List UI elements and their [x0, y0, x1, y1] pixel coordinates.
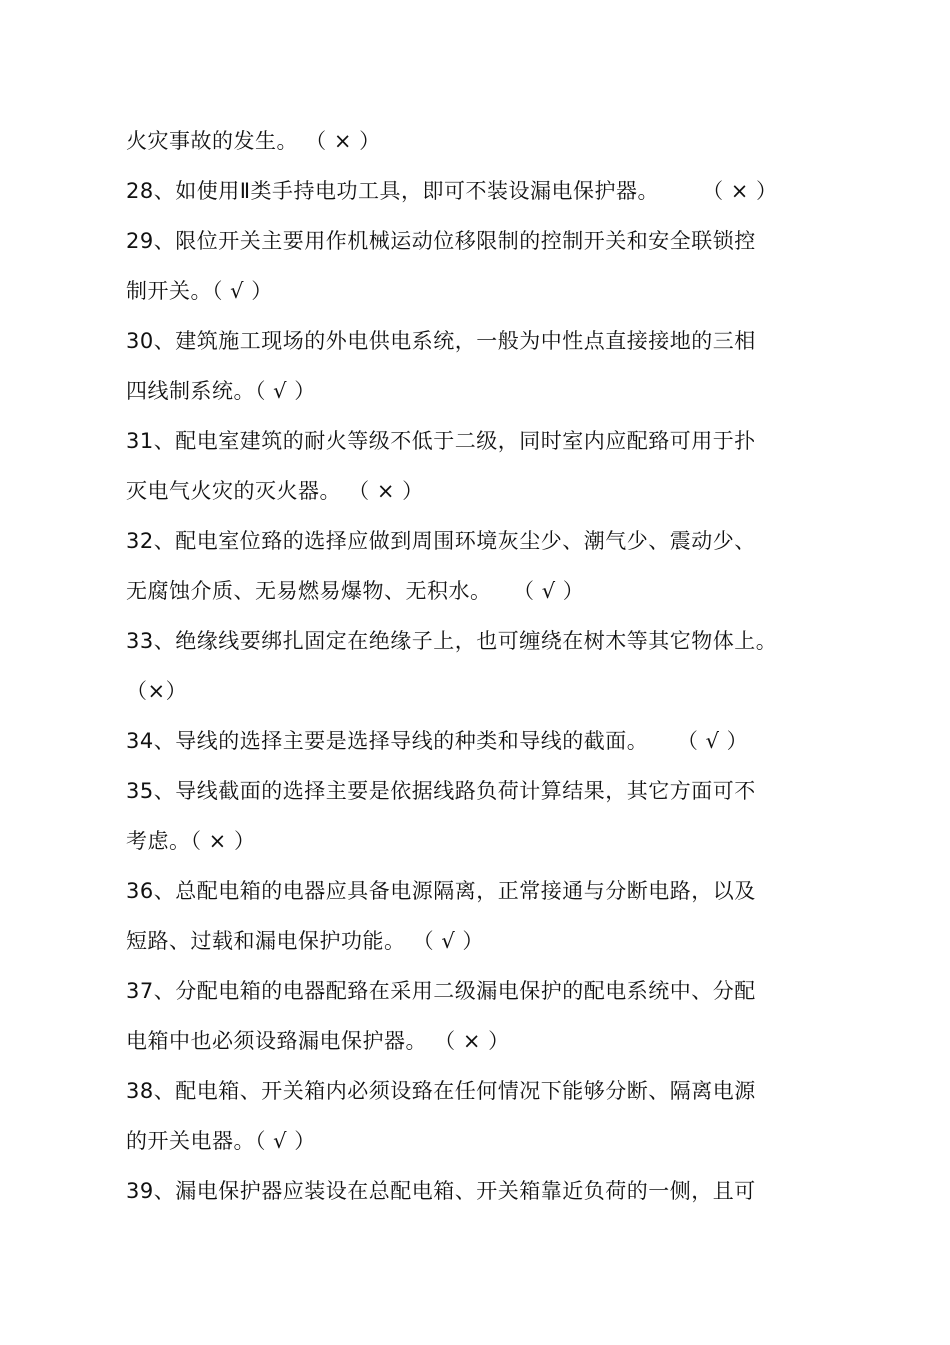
text-line-2: 28、如使用Ⅱ类手持电功工具，即可不装设漏电保护器。 （ × ）	[126, 179, 778, 203]
text-line-7: 31、配电室建筑的耐火等级不低于二级，同时室内应配臵可用于扑	[126, 429, 756, 453]
text-line-10: 无腐蚀介质、无易燃易爆物、无积水。 （ √ ）	[126, 579, 585, 603]
text-line-18: 37、分配电箱的电器配臵在采用二级漏电保护的配电系统中、分配	[126, 979, 756, 1003]
text-line-3: 29、限位开关主要用作机械运动位移限制的控制开关和安全联锁控	[126, 229, 756, 253]
text-line-17: 短路、过载和漏电保护功能。 （ √ ）	[126, 929, 484, 953]
text-line-9: 32、配电室位臵的选择应做到周围环境灰尘少、潮气少、震动少、	[126, 529, 756, 553]
text-line-22: 39、漏电保护器应装设在总配电箱、开关箱靠近负荷的一侧，且可	[126, 1179, 756, 1203]
text-line-20: 38、配电箱、开关箱内必须设臵在任何情况下能够分断、隔离电源	[126, 1079, 756, 1103]
text-line-8: 灭电气火灾的灭火器。 （ × ）	[126, 479, 424, 503]
text-line-6: 四线制系统。（ √ ）	[126, 379, 316, 403]
text-line-13: 34、导线的选择主要是选择导线的种类和导线的截面。 （ √ ）	[126, 729, 749, 753]
text-line-1: 火灾事故的发生。 （ × ）	[126, 129, 381, 153]
text-line-16: 36、总配电箱的电器应具备电源隔离，正常接通与分断电路，以及	[126, 879, 756, 903]
text-line-12: （×）	[126, 679, 188, 703]
text-line-15: 考虑。（ × ）	[126, 829, 256, 853]
text-line-4: 制开关。（ √ ）	[126, 279, 273, 303]
text-line-21: 的开关电器。（ √ ）	[126, 1129, 316, 1153]
text-line-5: 30、建筑施工现场的外电供电系统，一般为中性点直接接地的三相	[126, 329, 756, 353]
text-line-14: 35、导线截面的选择主要是依据线路负荷计算结果，其它方面可不	[126, 779, 756, 803]
text-line-19: 电箱中也必须设臵漏电保护器。 （ × ）	[126, 1029, 510, 1053]
text-line-11: 33、绝缘线要绑扎固定在绝缘子上，也可缠绕在树木等其它物体上。	[126, 629, 778, 653]
